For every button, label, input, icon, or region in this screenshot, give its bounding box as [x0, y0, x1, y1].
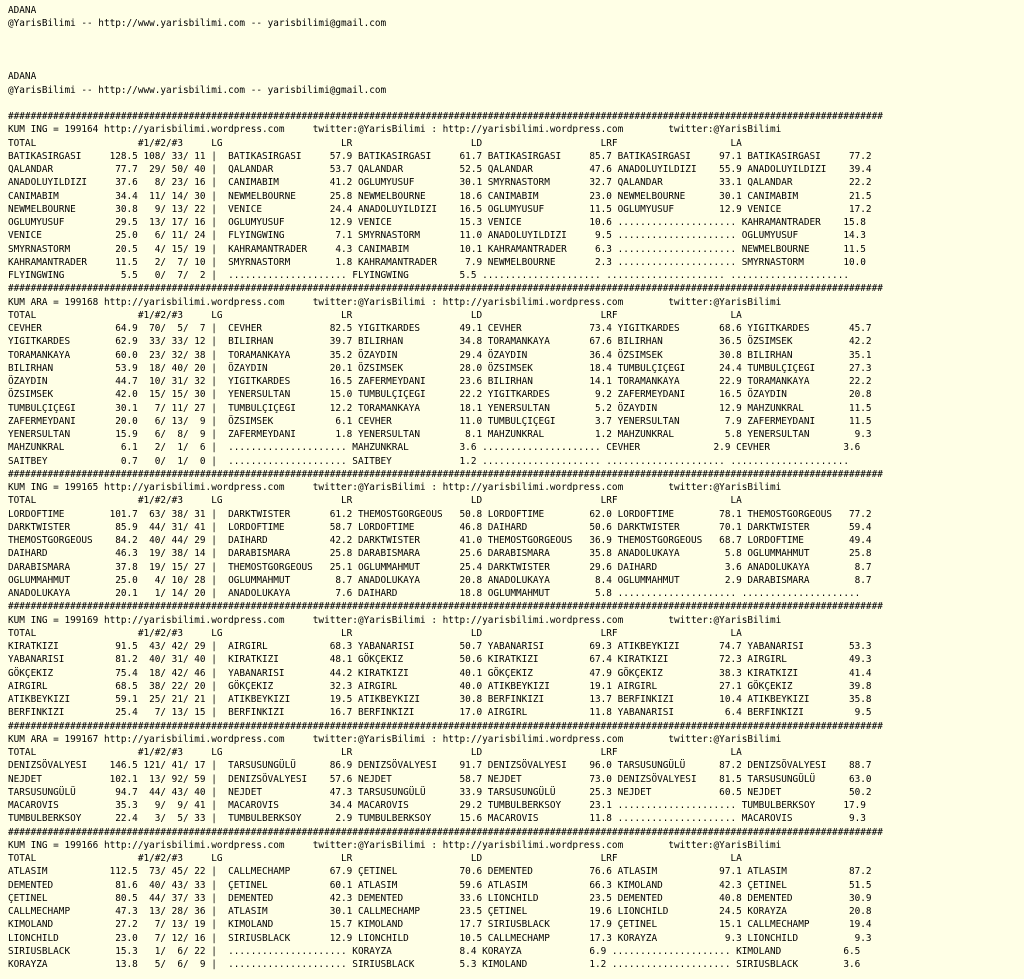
- column-header: TOTAL #1/#2/#3 LG LR LD LRF LA: [8, 309, 742, 321]
- table-row: DARKTWISTER 85.9 44/ 31/ 41 | LORDOFTIME 58.7 LORDOFTIME 46.8 DAIHARD 50.6 DARKTWISTER 70.1 DARKTWISTER 59.4: [8, 521, 872, 533]
- table-row: KAHRAMANTRADER 11.5 2/ 7/ 10 | SMYRNASTORM 1.8 KAHRAMANTRADER 7.9 NEWMELBOURNE 2.3 ..................... SMYRNASTORM 10.0: [8, 256, 866, 268]
- table-row: QALANDAR 77.7 29/ 50/ 40 | QALANDAR 53.7 QALANDAR 52.5 QALANDAR 47.6 ANADOLUYILDIZI 55.9 ANADOLUYILDIZI 39.4: [8, 164, 872, 175]
- table-row: VENICE 25.0 6/ 11/ 24 | FLYINGWING 7.1 SMYRNASTORM 11.0 ANADOLUYILDIZI 9.5 ..................... OGLUMYUSUF 14.3: [8, 230, 866, 242]
- table-row: BERFINKIZI 25.4 7/ 13/ 15 | BERFINKIZI 16.7 BERFINKIZI 17.0 AIRGIRL 11.8 YABANARISI 6.4 BERFINKIZI 9.5: [8, 707, 872, 719]
- table-row: CEVHER 64.9 70/ 5/ 7 | CEVHER 82.5 YIGITKARDES 49.1 CEVHER 73.4 YIGITKARDES 68.6 YIGITKARDES 45.7: [8, 323, 872, 334]
- table-row: SIRIUSBLACK 15.3 1/ 6/ 22 | ..................... KORAYZA 8.4 KORAYZA 6.9 ..................... KIMOLAND 6.5: [8, 945, 861, 957]
- race-header: KUM ING = 199164 http://yarisbilimi.wordpress.com twitter:@YarisBilimi : http://yarisbilimi.wordpress.com twitter:@YarisBilimi: [8, 124, 782, 136]
- table-row: DAIHARD 46.3 19/ 38/ 14 | DARABISMARA 25.8 DARABISMARA 25.6 DARABISMARA 35.8 ANADOLUKAYA 5.8 OGLUMMAHMUT 25.8: [8, 548, 872, 560]
- city-title: ADANA: [8, 5, 37, 16]
- table-row: AIRGIRL 68.5 38/ 22/ 20 | GÖKÇEKIZ 32.3 AIRGIRL 40.0 ATIKBEYKIZI 19.1 AIRGIRL 27.1 GÖKÇEKIZ 39.8: [8, 680, 872, 692]
- table-row: OGLUMMAHMUT 25.0 4/ 10/ 28 | OGLUMMAHMUT 8.7 ANADOLUKAYA 20.8 ANADOLUKAYA 8.4 OGLUMMAHMUT 2.9 DARABISMARA 8.7: [8, 574, 872, 586]
- section-divider: ###########################################################################################################################################################: [8, 468, 883, 480]
- table-row: DENIZSÖVALYESI 146.5 121/ 41/ 17 | TARSUSUNGÜLÜ 86.9 DENIZSÖVALYESI 91.7 DENIZSÖVALYESI 96.0 TARSUSUNGÜLÜ 87.2 DENIZSÖVALYESI 88.7: [8, 760, 872, 772]
- table-row: FLYINGWING 5.5 0/ 7/ 2 | ..................... FLYINGWING 5.5 ..................... ..................... .....................: [8, 270, 849, 281]
- table-row: KIMOLAND 27.2 7/ 13/ 19 | KIMOLAND 15.7 KIMOLAND 17.7 SIRIUSBLACK 17.9 ÇETINEL 15.1 CALLMECHAMP 19.4: [8, 919, 872, 931]
- column-header: TOTAL #1/#2/#3 LG LR LD LRF LA: [8, 747, 742, 758]
- contact-line: @YarisBilimi -- http://www.yarisbilimi.com -- yarisbilimi@gmail.com: [8, 18, 387, 30]
- table-row: BATIKASIRGASI 128.5 108/ 33/ 11 | BATIKASIRGASI 57.9 BATIKASIRGASI 61.7 BATIKASIRGASI 85.7 BATIKASIRGASI 97.1 BATIKASIRGASI 77.2: [8, 150, 872, 162]
- race-header: KUM ING = 199166 http://yarisbilimi.wordpress.com twitter:@YarisBilimi : http://yarisbilimi.wordpress.com twitter:@YarisBilimi: [8, 839, 782, 851]
- table-row: ÖZSIMSEK 42.0 15/ 15/ 30 | YENERSULTAN 15.0 TUMBULÇIÇEGI 22.2 YIGITKARDES 9.2 ZAFERMEYDANI 16.5 ÖZAYDIN 20.8: [8, 389, 872, 401]
- table-row: LIONCHILD 23.0 7/ 12/ 16 | SIRIUSBLACK 12.9 LIONCHILD 10.5 CALLMECHAMP 17.3 KORAYZA 9.3 LIONCHILD 9.3: [8, 932, 872, 944]
- table-row: CANIMABIM 34.4 11/ 14/ 30 | NEWMELBOURNE 25.8 NEWMELBOURNE 18.6 CANIMABIM 23.0 NEWMELBOURNE 30.1 CANIMABIM 21.5: [8, 190, 872, 202]
- section-divider: ###########################################################################################################################################################: [8, 283, 883, 295]
- table-row: MAHZUNKRAL 6.1 2/ 1/ 6 | ..................... MAHZUNKRAL 3.6 ..................... CEVHER 2.9 CEVHER 3.6: [8, 442, 861, 454]
- table-row: GÖKÇEKIZ 75.4 18/ 42/ 46 | YABANARISI 44.2 KIRATKIZI 40.1 GÖKÇEKIZ 47.9 GÖKÇEKIZ 38.3 KIRATKIZI 41.4: [8, 667, 872, 679]
- table-row: ÖZAYDIN 44.7 10/ 31/ 32 | YIGITKARDES 16.5 ZAFERMEYDANI 23.6 BILIRHAN 14.1 TORAMANKAYA 22.9 TORAMANKAYA 22.2: [8, 376, 872, 387]
- column-header: TOTAL #1/#2/#3 LG LR LD LRF LA: [8, 627, 742, 639]
- table-row: MACAROVIS 35.3 9/ 9/ 41 | MACAROVIS 34.4 MACAROVIS 29.2 TUMBULBERKSOY 23.1 ..................... TUMBULBERKSOY 17.9: [8, 800, 866, 811]
- table-row: KORAYZA 13.8 5/ 6/ 9 | ..................... SIRIUSBLACK 5.3 KIMOLAND 1.2 ..................... SIRIUSBLACK 3.6: [8, 959, 861, 970]
- section-divider: ###########################################################################################################################################################: [8, 111, 883, 122]
- column-header: TOTAL #1/#2/#3 LG LR LD LRF LA: [8, 137, 742, 149]
- table-row: LORDOFTIME 101.7 63/ 38/ 31 | DARKTWISTER 61.2 THEMOSTGORGEOUS 50.8 LORDOFTIME 62.0 LORDOFTIME 78.1 THEMOSTGORGEOUS 77.2: [8, 508, 872, 520]
- race-header: KUM ING = 199169 http://yarisbilimi.wordpress.com twitter:@YarisBilimi : http://yarisbilimi.wordpress.com twitter:@YarisBilimi: [8, 614, 782, 626]
- table-row: KIRATKIZI 91.5 43/ 42/ 29 | AIRGIRL 68.3 YABANARISI 50.7 YABANARISI 69.3 ATIKBEYKIZI 74.7 YABANARISI 53.3: [8, 641, 872, 652]
- table-row: ÇETINEL 80.5 44/ 37/ 33 | DEMENTED 42.3 DEMENTED 33.6 LIONCHILD 23.5 DEMENTED 40.8 DEMENTED 30.9: [8, 892, 872, 904]
- section-divider: ###########################################################################################################################################################: [8, 720, 883, 732]
- city-title: ADANA: [8, 71, 37, 83]
- column-header: TOTAL #1/#2/#3 LG LR LD LRF LA: [8, 853, 742, 864]
- table-row: SMYRNASTORM 20.5 4/ 15/ 19 | KAHRAMANTRADER 4.3 CANIMABIM 10.1 KAHRAMANTRADER 6.3 ..................... NEWMELBOURNE 11.5: [8, 243, 866, 255]
- table-row: TUMBULBERKSOY 22.4 3/ 5/ 33 | TUMBULBERKSOY 2.9 TUMBULBERKSOY 15.6 MACAROVIS 11.8 ..................... MACAROVIS 9.3: [8, 813, 866, 825]
- table-row: DARABISMARA 37.8 19/ 15/ 27 | THEMOSTGORGEOUS 25.1 OGLUMMAHMUT 25.4 DARKTWISTER 29.6 DAIHARD 3.6 ANADOLUKAYA 8.7: [8, 561, 872, 573]
- table-row: NEJDET 102.1 13/ 92/ 59 | DENIZSÖVALYESI 57.6 NEJDET 58.7 NEJDET 73.0 DENIZSÖVALYESI 81.5 TARSUSUNGÜLÜ 63.0: [8, 773, 872, 785]
- column-header: TOTAL #1/#2/#3 LG LR LD LRF LA: [8, 495, 742, 507]
- table-row: TUMBULÇIÇEGI 30.1 7/ 11/ 27 | TUMBULÇIÇEGI 12.2 TORAMANKAYA 18.1 YENERSULTAN 5.2 ÖZAYDIN 12.9 MAHZUNKRAL 11.5: [8, 402, 872, 414]
- section-divider: ###########################################################################################################################################################: [8, 826, 883, 838]
- table-row: YABANARISI 81.2 40/ 31/ 40 | KIRATKIZI 48.1 GÖKÇEKIZ 50.6 KIRATKIZI 67.4 KIRATKIZI 72.3 AIRGIRL 49.3: [8, 654, 872, 666]
- table-row: YIGITKARDES 62.9 33/ 33/ 12 | BILIRHAN 39.7 BILIRHAN 34.8 TORAMANKAYA 67.6 BILIRHAN 36.5 ÖZSIMSEK 42.2: [8, 336, 872, 348]
- table-row: NEWMELBOURNE 30.8 9/ 13/ 22 | VENICE 24.4 ANADOLUYILDIZI 16.5 OGLUMYUSUF 11.5 OGLUMYUSUF 12.9 VENICE 17.2: [8, 203, 872, 215]
- contact-line: @YarisBilimi -- http://www.yarisbilimi.com -- yarisbilimi@gmail.com: [8, 84, 387, 96]
- section-divider: ###########################################################################################################################################################: [8, 601, 883, 613]
- table-row: BILIRHAN 53.9 18/ 40/ 20 | ÖZAYDIN 20.1 ÖZSIMSEK 28.0 ÖZSIMSEK 18.4 TUMBULÇIÇEGI 24.4 TUMBULÇIÇEGI 27.3: [8, 362, 872, 374]
- table-row: ANADOLUYILDIZI 37.6 8/ 23/ 16 | CANIMABIM 41.2 OGLUMYUSUF 30.1 SMYRNASTORM 32.7 QALANDAR 33.1 QALANDAR 22.2: [8, 177, 872, 189]
- table-row: ATLASIM 112.5 73/ 45/ 22 | CALLMECHAMP 67.9 ÇETINEL 70.6 DEMENTED 76.6 ATLASIM 97.1 ATLASIM 87.2: [8, 866, 872, 878]
- race-header: KUM ARA = 199168 http://yarisbilimi.wordpress.com twitter:@YarisBilimi : http://yarisbilimi.wordpress.com twitter:@YarisBilimi: [8, 296, 782, 308]
- table-row: DEMENTED 81.6 40/ 43/ 33 | ÇETINEL 60.1 ATLASIM 59.6 ATLASIM 66.3 KIMOLAND 42.3 ÇETINEL 51.5: [8, 879, 872, 891]
- table-row: SAITBEY 0.7 0/ 1/ 0 | ..................... SAITBEY 1.2 ..................... ..................... .....................: [8, 455, 849, 467]
- table-row: OGLUMYUSUF 29.5 13/ 17/ 16 | OGLUMYUSUF 12.9 VENICE 15.3 VENICE 10.6 ..................... KAHRAMANTRADER 15.8: [8, 217, 866, 228]
- race-header: KUM ING = 199165 http://yarisbilimi.wordpress.com twitter:@YarisBilimi : http://yarisbilimi.wordpress.com twitter:@YarisBilimi: [8, 482, 782, 493]
- table-row: ANADOLUKAYA 20.1 1/ 14/ 20 | ANADOLUKAYA 7.6 DAIHARD 18.8 OGLUMMAHMUT 5.8 ..................... .....................: [8, 588, 861, 599]
- table-row: THEMOSTGORGEOUS 84.2 40/ 44/ 29 | DAIHARD 42.2 DARKTWISTER 41.0 THEMOSTGORGEOUS 36.9 THEMOSTGORGEOUS 68.7 LORDOFTIME 49.4: [8, 535, 872, 546]
- table-row: ZAFERMEYDANI 20.0 6/ 13/ 9 | ÖZSIMSEK 6.1 CEVHER 11.0 TUMBULÇIÇEGI 3.7 YENERSULTAN 7.9 ZAFERMEYDANI 11.5: [8, 415, 872, 427]
- table-row: TARSUSUNGÜLÜ 94.7 44/ 43/ 40 | NEJDET 47.3 TARSUSUNGÜLÜ 33.9 TARSUSUNGÜLÜ 25.3 NEJDET 60.5 NEJDET 50.2: [8, 786, 872, 798]
- document-text: [8, 4, 1024, 971]
- table-row: CALLMECHAMP 47.3 13/ 28/ 36 | ATLASIM 30.1 CALLMECHAMP 23.5 ÇETINEL 19.6 LIONCHILD 24.5 KORAYZA 20.8: [8, 906, 872, 917]
- table-row: YENERSULTAN 15.9 6/ 8/ 9 | ZAFERMEYDANI 1.8 YENERSULTAN 8.1 MAHZUNKRAL 1.2 MAHZUNKRAL 5.8 YENERSULTAN 9.3: [8, 429, 872, 440]
- table-row: TORAMANKAYA 60.0 23/ 32/ 38 | TORAMANKAYA 35.2 ÖZAYDIN 29.4 ÖZAYDIN 36.4 ÖZSIMSEK 30.8 BILIRHAN 35.1: [8, 349, 872, 361]
- table-row: ATIKBEYKIZI 59.1 25/ 21/ 21 | ATIKBEYKIZI 19.5 ATIKBEYKIZI 30.8 BERFINKIZI 13.7 BERFINKIZI 10.4 ATIKBEYKIZI 35.8: [8, 694, 872, 705]
- race-header: KUM ARA = 199167 http://yarisbilimi.wordpress.com twitter:@YarisBilimi : http://yarisbilimi.wordpress.com twitter:@YarisBilimi: [8, 733, 782, 745]
